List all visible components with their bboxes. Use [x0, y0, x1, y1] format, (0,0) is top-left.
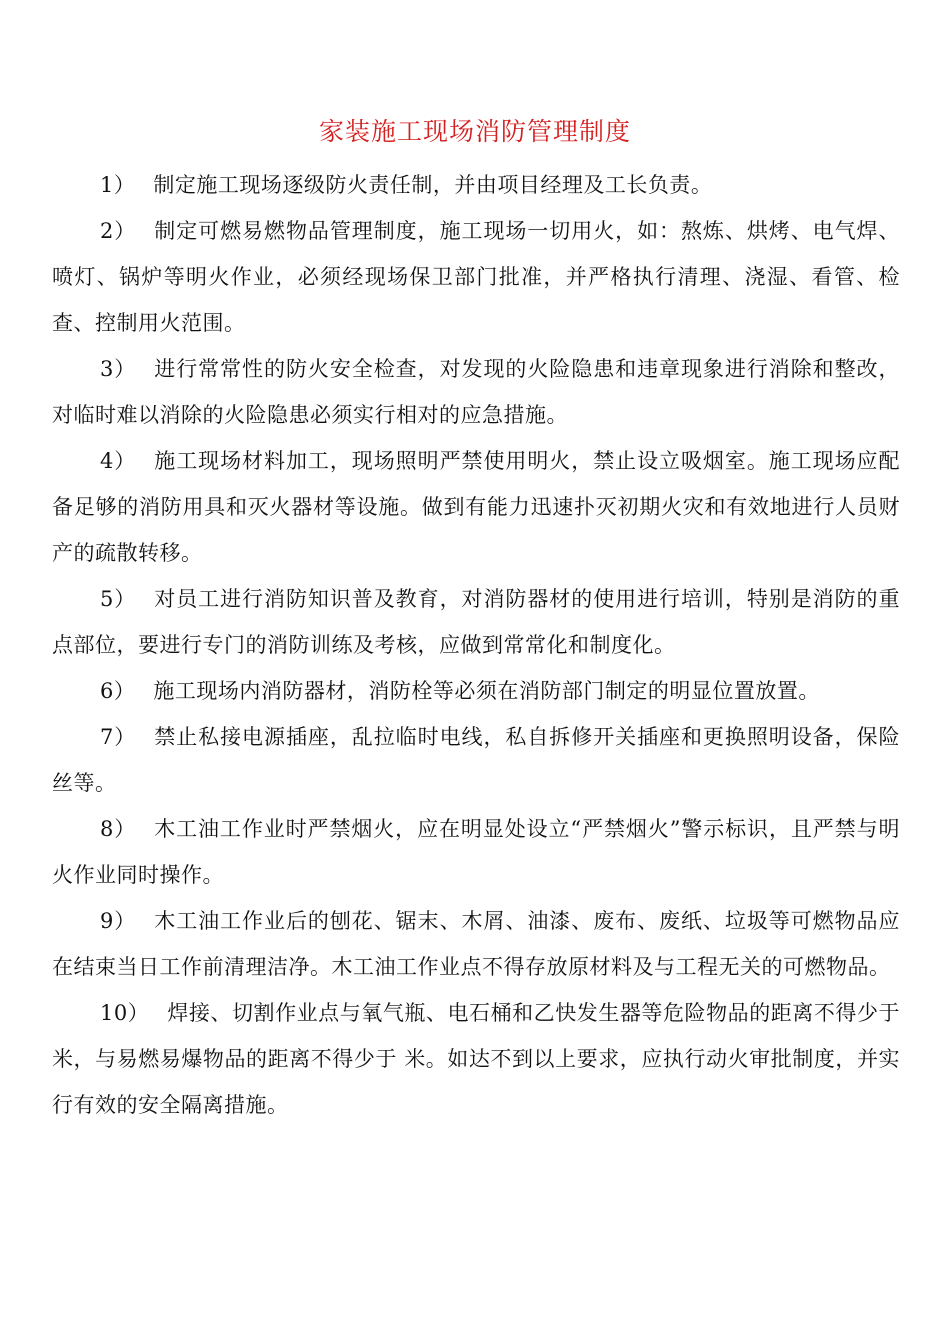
list-item — [52, 576, 900, 668]
item-text: 木工油工作业后的刨花、锯末、木屑、油漆、废布、废纸、垃圾等可燃物品应在结束当日工作前清理洁净。木工油工作业点不得存放原材料及与工程无关的可燃物品。 — [52, 909, 900, 979]
list-item — [52, 162, 900, 208]
item-number: 7） — [100, 725, 137, 749]
item-text: 焊接、切割作业点与氧气瓶、电石桶和乙快发生器等危险物品的距离不得少于 米，与易燃易爆物品的距离不得少于 米。如达不到以上要求，应执行动火审批制度，并实行有效的安全隔离措施。 — [52, 1001, 900, 1117]
item-number: 3） — [100, 357, 137, 381]
item-number: 2） — [100, 219, 137, 243]
item-number: 1） — [100, 173, 136, 197]
item-text: 木工油工作业时严禁烟火，应在明显处设立“严禁烟火”警示标识，且严禁与明火作业同时操作。 — [52, 817, 900, 887]
list-item — [52, 806, 900, 898]
item-number: 5） — [100, 587, 137, 611]
item-text: 施工现场材料加工，现场照明严禁使用明火，禁止设立吸烟室。施工现场应配备足够的消防用具和灭火器材等设施。做到有能力迅速扑灭初期火灾和有效地进行人员财产的疏散转移。 — [52, 449, 900, 565]
item-text: 制定施工现场逐级防火责任制，并由项目经理及工长负责。 — [153, 173, 713, 197]
item-number: 8） — [100, 817, 137, 841]
list-item — [52, 898, 900, 990]
item-number: 10） — [100, 1001, 150, 1025]
list-item — [52, 438, 900, 576]
item-text: 禁止私接电源插座，乱拉临时电线，私自拆修开关插座和更换照明设备，保险丝等。 — [52, 725, 900, 795]
item-number: 4） — [100, 449, 137, 473]
list-item — [52, 714, 900, 806]
item-text: 进行常常性的防火安全检查，对发现的火险隐患和违章现象进行消除和整改，对临时难以消除的火险隐患必须实行相对的应急措施。 — [52, 357, 900, 427]
item-text: 对员工进行消防知识普及教育，对消防器材的使用进行培训，特别是消防的重点部位，要进行专门的消防训练及考核，应做到常常化和制度化。 — [52, 587, 900, 657]
item-text: 施工现场内消防器材，消防栓等必须在消防部门制定的明显位置放置。 — [153, 679, 820, 703]
document-title: 家装施工现场消防管理制度 — [318, 117, 631, 146]
list-item — [52, 990, 900, 1128]
list-item — [52, 208, 900, 346]
item-text: 制定可燃易燃物品管理制度，施工现场一切用火，如：熬炼、烘烤、电气焊、喷灯、锅炉等明火作业，必须经现场保卫部门批准，并严格执行清理、浇湿、看管、检查、控制用火范围。 — [52, 219, 900, 335]
item-number: 9） — [100, 909, 137, 933]
list-item — [52, 668, 900, 714]
item-number: 6） — [100, 679, 136, 703]
document-body — [52, 162, 900, 1128]
list-item — [52, 346, 900, 438]
